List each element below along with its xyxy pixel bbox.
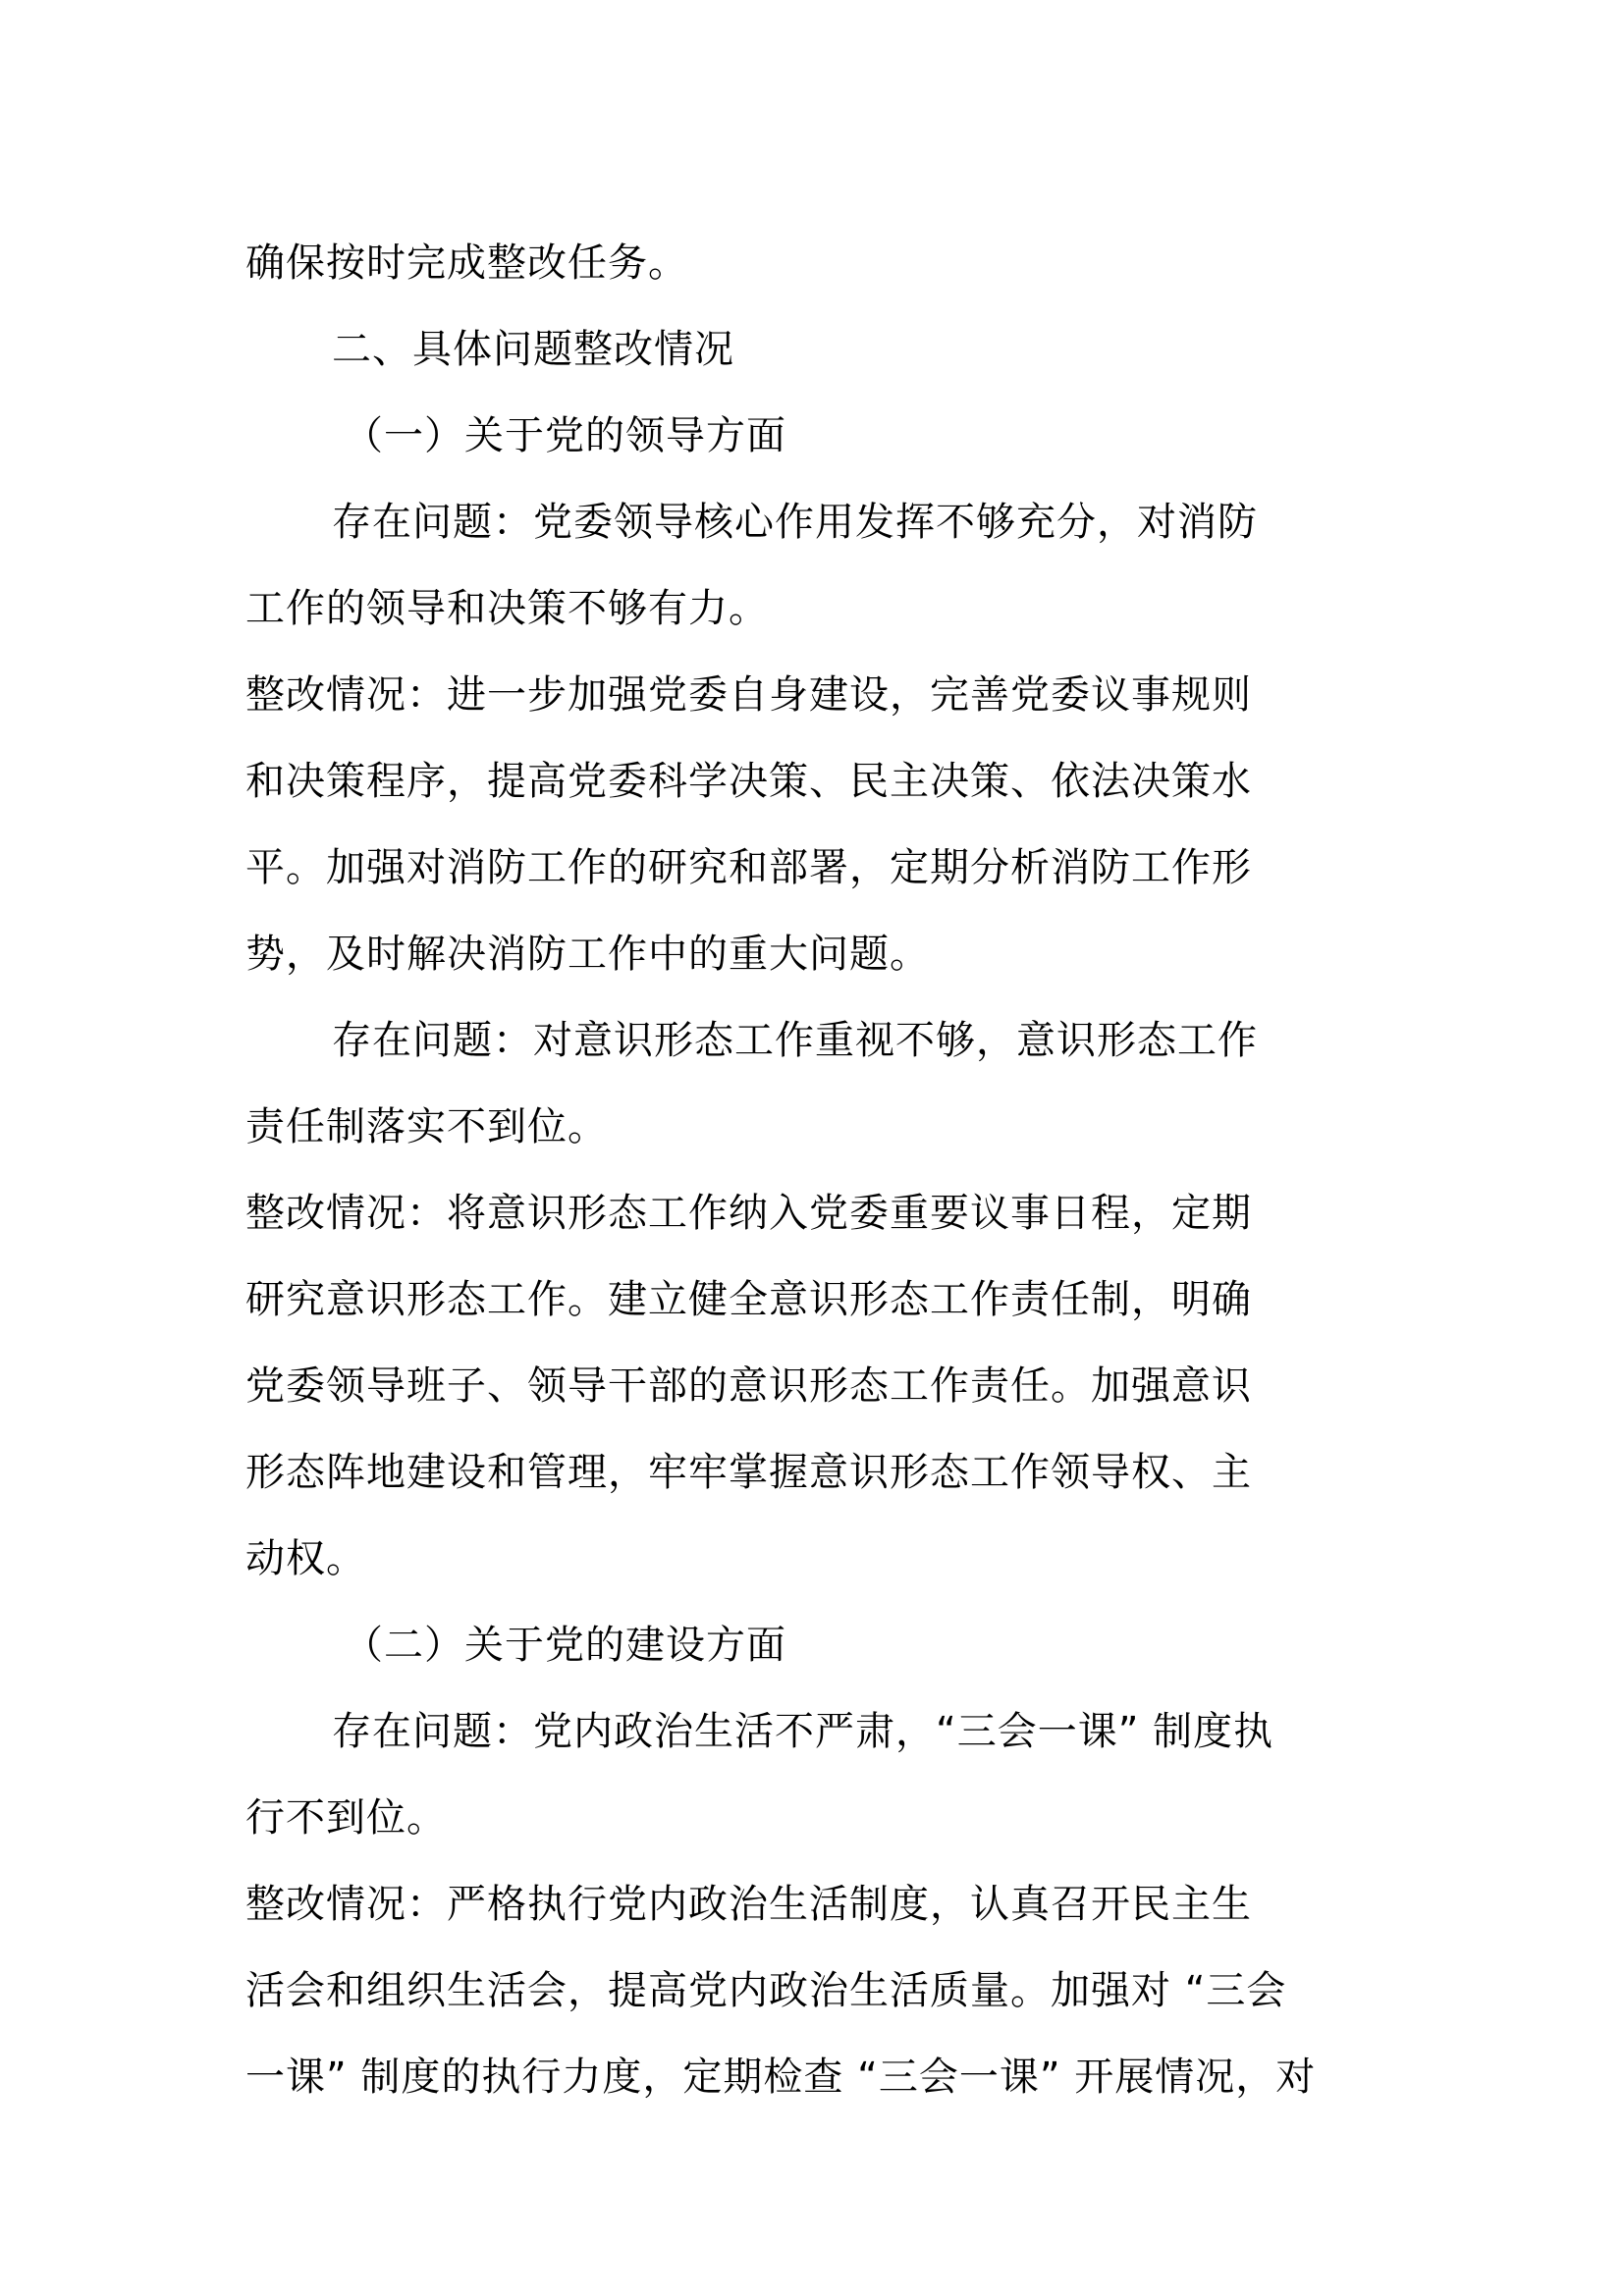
problem-2-line-2: 责任制落实不到位。	[245, 1104, 608, 1149]
rectification-2-line-2: 研究意识形态工作。建立健全意识形态工作责任制，明确	[245, 1277, 1252, 1322]
rectification-1-line-2: 和决策程序，提高党委科学决策、民主决策、依法决策水	[245, 759, 1252, 804]
problem-2-line-1: 存在问题：对意识形态工作重视不够，意识形态工作	[332, 1018, 1258, 1063]
rectification-3-line-2: 活会和组织生活会，提高党内政治生活质量。加强对 “三会	[245, 1968, 1287, 2013]
problem-1-line-2: 工作的领导和决策不够有力。	[245, 586, 769, 631]
rectification-2-line-4: 形态阵地建设和管理，牢牢掌握意识形态工作领导权、主	[245, 1450, 1252, 1495]
problem-3-line-2: 行不到位。	[245, 1795, 447, 1841]
rectification-1-line-1: 整改情况：进一步加强党委自身建设，完善党委议事规则	[245, 672, 1252, 718]
rectification-2-line-5: 动权。	[245, 1536, 366, 1581]
subsection-heading-2: （二）关于党的建设方面	[344, 1623, 786, 1668]
rectification-1-line-4: 势，及时解决消防工作中的重大问题。	[245, 932, 930, 977]
rectification-1-line-3: 平。加强对消防工作的研究和部署，定期分析消防工作形	[245, 845, 1252, 890]
problem-3-line-1: 存在问题：党内政治生活不严肃，“三会一课” 制度执	[332, 1709, 1274, 1754]
section-heading-2: 二、具体问题整改情况	[332, 327, 734, 372]
subsection-heading-1: （一）关于党的领导方面	[344, 413, 786, 458]
continuation-text: 确保按时完成整改任务。	[245, 240, 688, 286]
rectification-3-line-3: 一课” 制度的执行力度，定期检查 “三会一课” 开展情况，对	[245, 2055, 1317, 2100]
rectification-2-line-1: 整改情况：将意识形态工作纳入党委重要议事日程，定期	[245, 1191, 1252, 1236]
problem-1-line-1: 存在问题：党委领导核心作用发挥不够充分，对消防	[332, 500, 1258, 545]
rectification-2-line-3: 党委领导班子、领导干部的意识形态工作责任。加强意识	[245, 1363, 1252, 1409]
rectification-3-line-1: 整改情况：严格执行党内政治生活制度，认真召开民主生	[245, 1882, 1252, 1927]
